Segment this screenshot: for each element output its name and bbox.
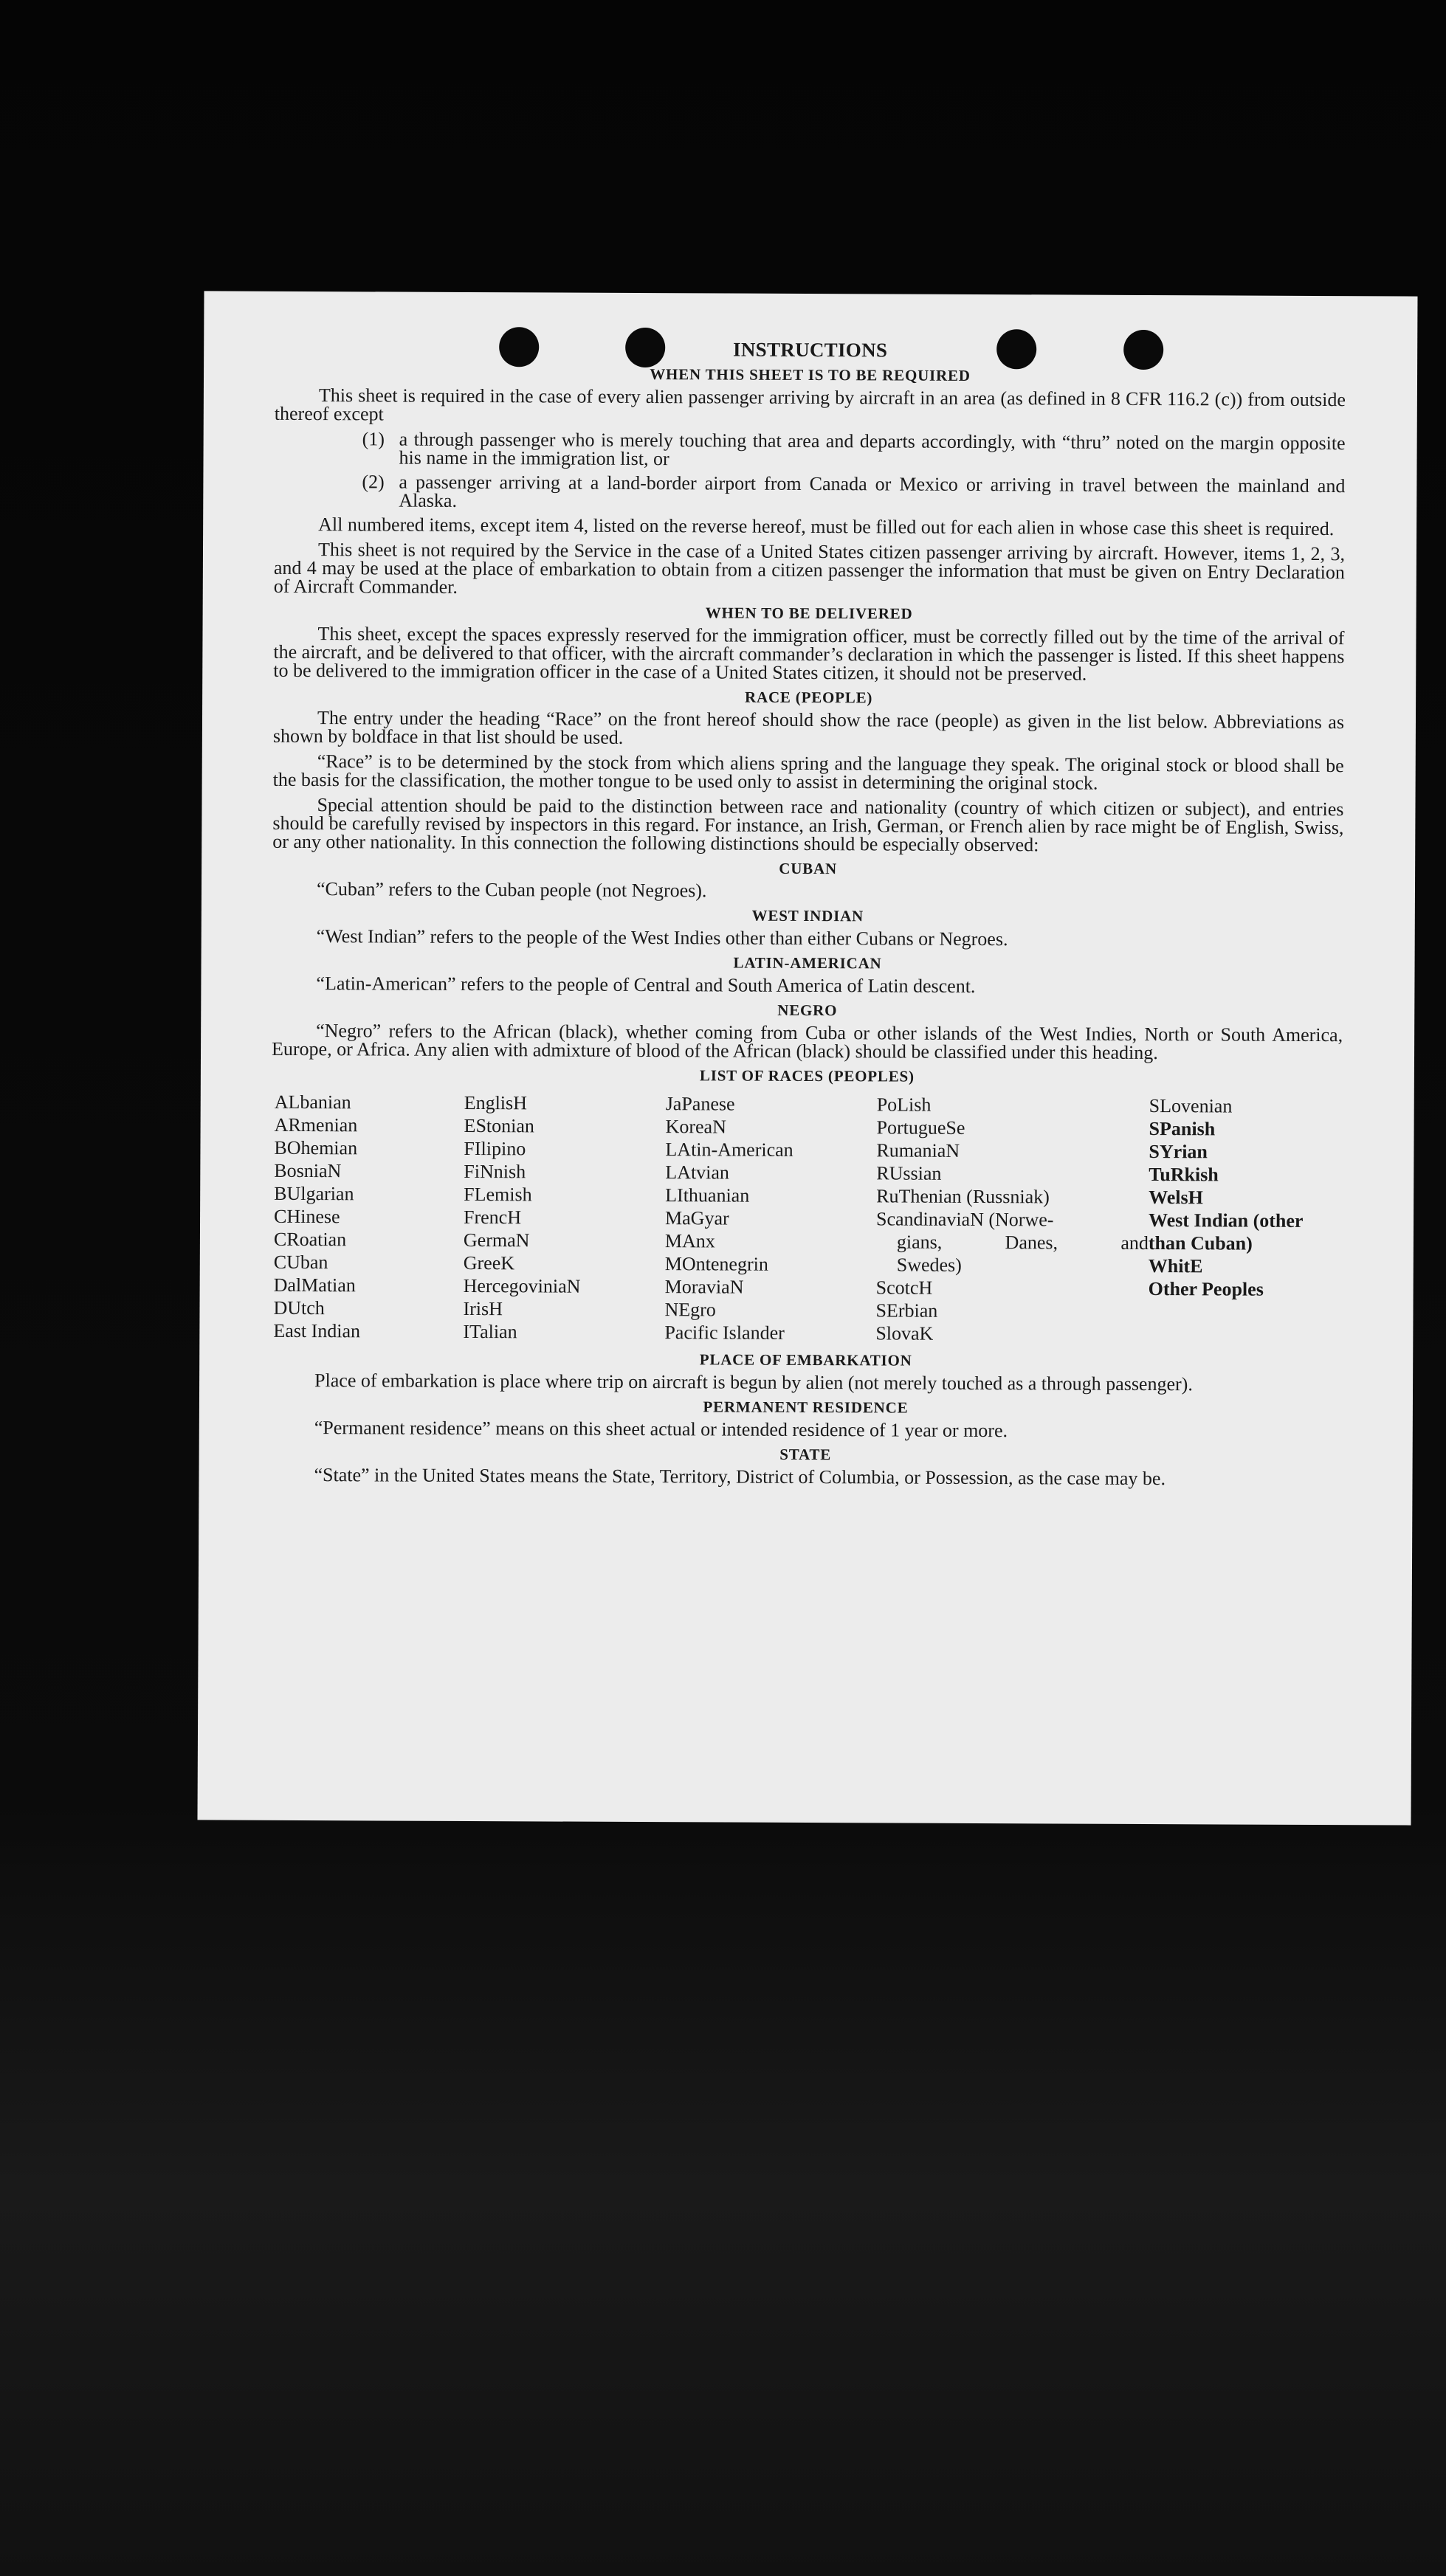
race-entry: TuRkish — [1149, 1164, 1219, 1186]
section-heading-when-required: WHEN THIS SHEET IS TO BE REQUIRED — [650, 365, 971, 384]
exception-item — [274, 429, 1345, 471]
race-column — [664, 1092, 876, 1344]
race-entry: EnglisH — [464, 1091, 528, 1114]
race-entry: MOntenegrin — [664, 1253, 768, 1275]
race-entry: SLovenian — [1149, 1095, 1233, 1117]
race-entry: ALbanian — [274, 1091, 351, 1113]
instruction-sheet — [197, 291, 1417, 1825]
race-entry: WhitE — [1148, 1255, 1203, 1277]
race-column — [875, 1093, 1149, 1346]
section-heading-west-indian: WEST INDIAN — [751, 906, 864, 925]
race-entry: CUban — [273, 1251, 328, 1274]
section-heading-state: STATE — [779, 1445, 832, 1464]
race-column — [463, 1091, 665, 1344]
race-entry: DUtch — [273, 1296, 325, 1319]
race-entry: RUssian — [876, 1162, 942, 1184]
race-entry: GermaN — [463, 1229, 530, 1251]
race-entry: FIlipino — [464, 1137, 526, 1160]
exception-number: (2) — [362, 471, 385, 493]
race-entry: LAtin-American — [665, 1139, 793, 1161]
race-entry: gians, Danes, and — [896, 1231, 1149, 1254]
residence-definition: “Permanent residence” means on this sheet actual or intended residence of 1 year or more. — [314, 1417, 1008, 1442]
exception-item — [274, 472, 1345, 514]
race-entry: SlovaK — [875, 1322, 934, 1344]
state-definition: “State” in the United States means the State, Territory, District of Columbia, or Possession, as the case may be. — [314, 1464, 1166, 1490]
race-entry: LIthuanian — [665, 1184, 750, 1206]
race-paragraph: The entry under the heading “Race” on the front hereof should show the race (people) as given in the list below. Abbreviations as shown by boldface in that list should be used. — [272, 707, 1345, 748]
race-entry: ScandinaviaN (Norwe- — [875, 1208, 1054, 1231]
embarkation-definition: Place of embarkation is place where trip on aircraft is begun by alien (not merely touched as a through passenger). — [314, 1370, 1193, 1395]
punch-hole — [1123, 330, 1163, 370]
exception-number: (1) — [362, 428, 385, 450]
race-entry: MoraviaN — [664, 1276, 744, 1298]
section-heading-race: RACE (PEOPLE) — [745, 688, 873, 707]
race-entry: PoLish — [876, 1094, 932, 1116]
page-title: INSTRUCTIONS — [733, 338, 888, 362]
section-heading-residence: PERMANENT RESIDENCE — [703, 1398, 909, 1417]
race-entry: FLemish — [464, 1183, 532, 1206]
race-column — [1148, 1094, 1340, 1347]
section-heading-negro: NEGRO — [777, 1001, 838, 1020]
race-list — [273, 1091, 1342, 1347]
race-entry: BosniaN — [274, 1159, 342, 1182]
numbered-items-paragraph: All numbered items, except item 4, listed on the reverse hereof, must be filled out for each alien in whose case this sheet is required. — [318, 514, 1335, 540]
race-entry: RumaniaN — [876, 1139, 960, 1161]
latin-american-definition: “Latin-American” refers to the people of Central and South America of Latin descent. — [316, 973, 976, 997]
race-entry: NEgro — [664, 1299, 716, 1321]
race-entry: BUlgarian — [274, 1182, 354, 1205]
section-heading-latin-american: LATIN-AMERICAN — [733, 953, 882, 973]
race-entry: SErbian — [875, 1299, 938, 1322]
when-required-intro: This sheet is required in the case of every alien passenger arriving by aircraft in an area (as defined in 8 CFR 116.2 (c)) from outside thereof except — [274, 384, 1346, 425]
race-entry: ARmenian — [274, 1113, 358, 1136]
race-entry: Other Peoples — [1148, 1278, 1264, 1300]
race-entry: HercegoviniaN — [463, 1274, 581, 1297]
race-entry: Pacific Islander — [664, 1322, 785, 1344]
punch-hole — [625, 328, 665, 367]
race-entry: SPanish — [1149, 1118, 1216, 1140]
race-entry: JaPanese — [665, 1093, 735, 1115]
race-entry: SYrian — [1149, 1141, 1208, 1163]
race-entry: ScotcH — [875, 1277, 933, 1299]
race-entry: West Indian (other — [1148, 1209, 1304, 1232]
race-entry: CRoatian — [273, 1228, 347, 1251]
section-heading-list-of-races: LIST OF RACES (PEOPLES) — [699, 1066, 915, 1085]
race-entry: FrencH — [463, 1206, 522, 1229]
race-entry: MAnx — [664, 1230, 715, 1252]
cuban-definition: “Cuban” refers to the Cuban people (not Negroes). — [316, 878, 707, 902]
race-entry: GreeK — [463, 1251, 515, 1274]
race-entry: WelsH — [1149, 1187, 1203, 1209]
race-paragraph: “Race” is to be determined by the stock from which aliens spring and the language they speak. The original stock or blood shall be the basis for the classification, the mother tongue to be used only to assist in determining the original stock. — [272, 750, 1344, 794]
race-entry: MaGyar — [664, 1207, 729, 1229]
when-delivered-text: This sheet, except the spaces expressly reserved for the immigration officer, must be correctly filled out by the time of the arrival of the aircraft, and be delivered to that officer, with the aircraft commander’s declaration in which the passenger is listed. If this sheet happens to be delivered to the immigration officer in the case of a United States citizen, it should not be preserved. — [273, 623, 1345, 685]
citizen-paragraph: This sheet is not required by the Service in the case of a United States citizen passenger arriving by aircraft. However, items 1, 2, 3, and 4 may be used at the place of embarkation to obtain from a citizen passenger the information that must be given on Entry Declaration of Aircraft Commander. — [273, 539, 1346, 598]
race-entry: CHinese — [273, 1205, 340, 1228]
race-paragraph: Special attention should be paid to the distinction between race and nationality (country of which citizen or subject), and entries should be carefully revised by inspectors in this regard. For instance, an Irish, German, or French alien by race might be of English, Swiss, or any other nationality. In this connection the following distinctions should be especially observed: — [272, 794, 1344, 856]
race-entry: than Cuban) — [1148, 1232, 1253, 1254]
race-entry: EStonian — [464, 1114, 535, 1137]
race-entry: PortugueSe — [876, 1116, 965, 1139]
exception-text: a passenger arriving at a land-border airport from Canada or Mexico or arriving in travel between the mainland and Alaska. — [399, 471, 1346, 511]
race-entry: ITalian — [463, 1320, 517, 1343]
race-entry: BOhemian — [274, 1136, 358, 1159]
punch-hole — [996, 329, 1036, 369]
exception-text: a through passenger who is merely touching that area and departs accordingly, with “thru” noted on the margin opposite his name in the immigration list, or — [399, 428, 1346, 470]
west-indian-definition: “West Indian” refers to the people of the West Indies other than either Cubans or Negroes. — [316, 925, 1008, 950]
race-entry: DalMatian — [273, 1274, 356, 1296]
race-column — [273, 1091, 464, 1343]
punch-hole — [499, 327, 539, 367]
section-heading-cuban: CUBAN — [779, 859, 838, 878]
race-entry: Swedes) — [896, 1254, 962, 1276]
race-entry: FiNnish — [464, 1160, 526, 1183]
race-entry: KoreaN — [665, 1116, 726, 1138]
race-entry: RuThenian (Russniak) — [876, 1185, 1050, 1208]
race-entry: East Indian — [273, 1319, 361, 1342]
race-entry: IrisH — [463, 1297, 503, 1320]
negro-definition: “Negro” refers to the African (black), whether coming from Cuba or other islands of the West Indies, North or South America, Europe, or Africa. Any alien with admixture of blood of the African (black) should be classified under this heading. — [271, 1020, 1343, 1064]
section-heading-when-delivered: WHEN TO BE DELIVERED — [705, 604, 913, 623]
race-entry: LAtvian — [665, 1161, 730, 1184]
section-heading-embarkation: PLACE OF EMBARKATION — [699, 1350, 912, 1370]
